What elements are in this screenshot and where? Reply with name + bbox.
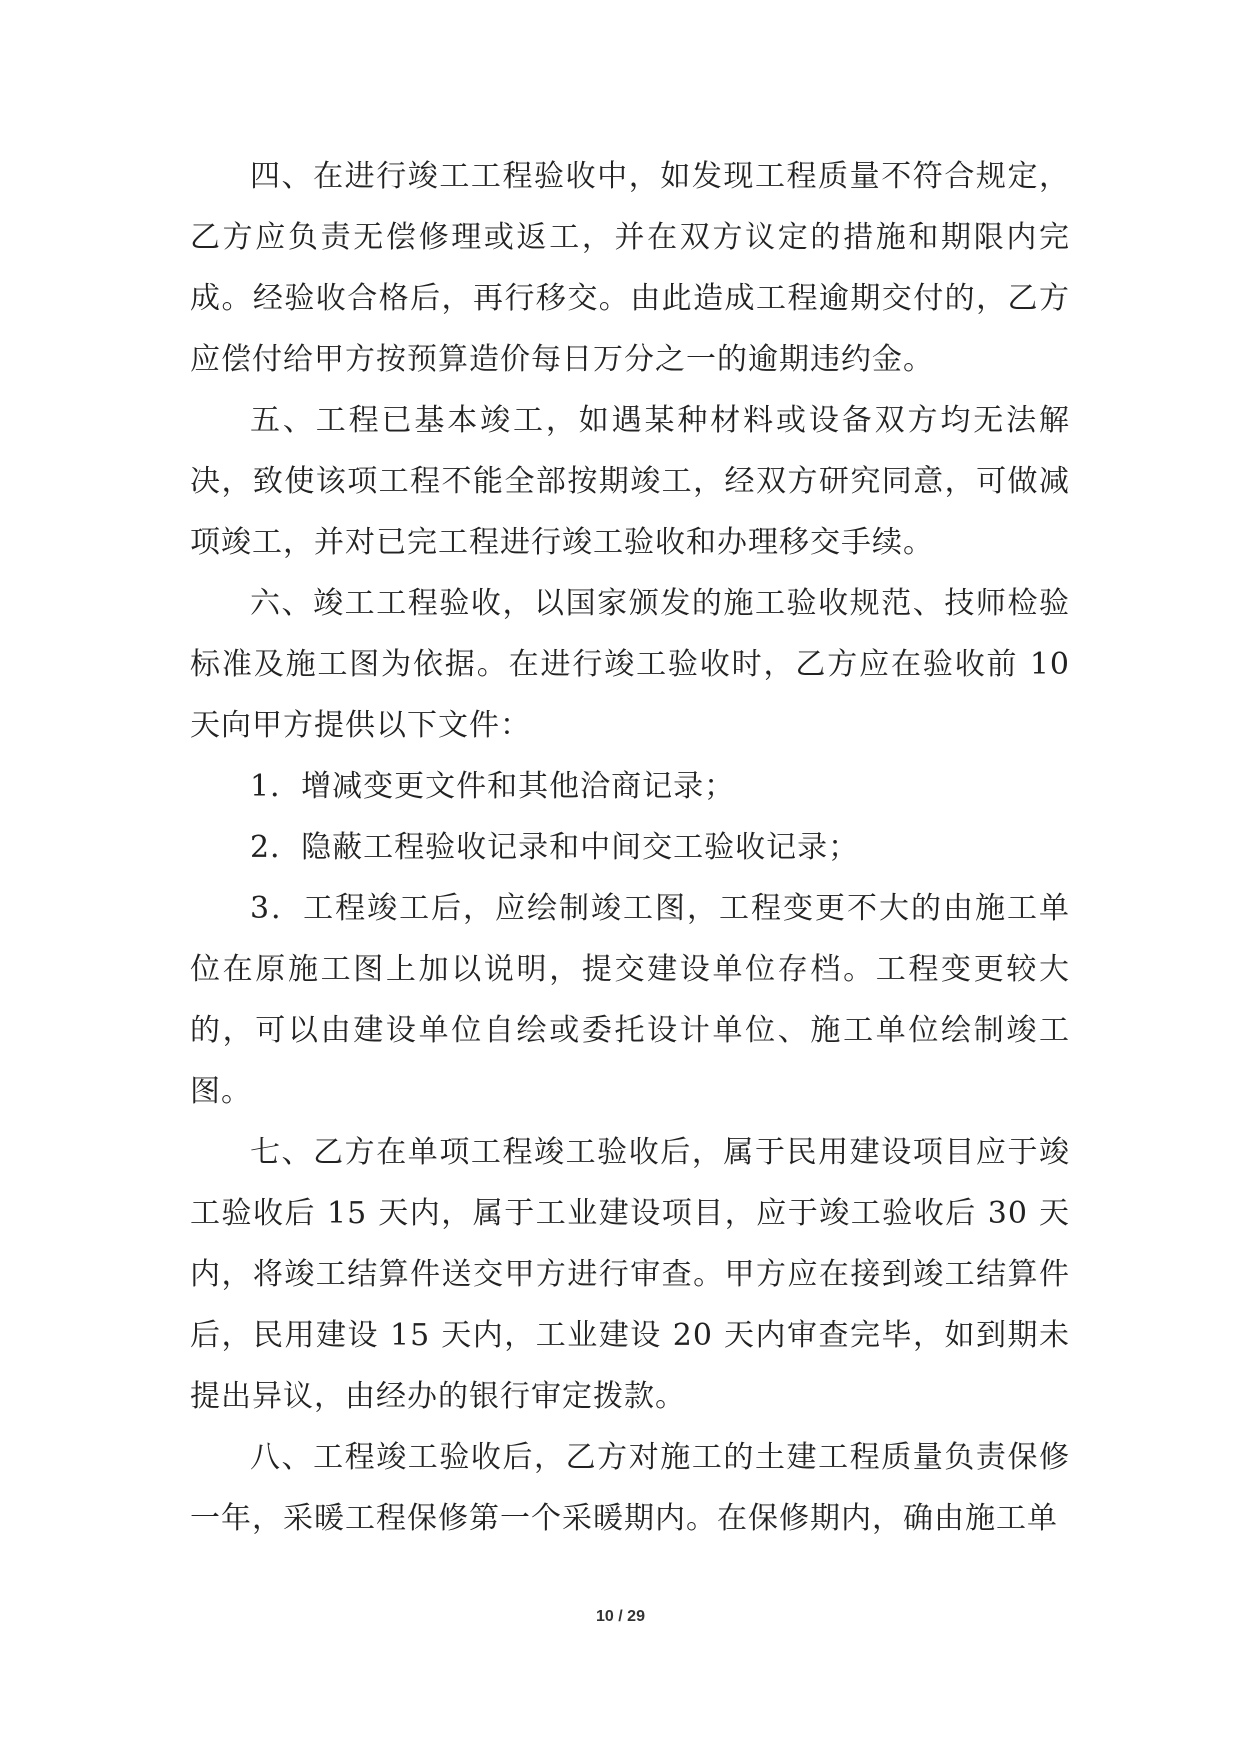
list-item-3: 3．工程竣工后，应绘制竣工图，工程变更不大的由施工单位在原施工图上加以说明，提交建设单位存档。工程变更较大的，可以由建设单位自绘或委托设计单位、施工单位绘制竣工图。: [190, 891, 1070, 1109]
list-item-1: 1．增减变更文件和其他洽商记录；: [250, 769, 736, 804]
paragraph-clause-7: 七、乙方在单项工程竣工验收后，属于民用建设项目应于竣工验收后 15 天内，属于工业建设项目，应于竣工验收后 30 天内，将竣工结算件送交甲方进行审查。甲方应在接到竣工结算件后，民用建设 15 天内，工业建设 20 天内审查完毕，如到期未提出异议，由经办的银行审定拨款。: [190, 1135, 1070, 1414]
paragraph-clause-5: 五、工程已基本竣工，如遇某种材料或设备双方均无法解决，致使该项工程不能全部按期竣工，经双方研究同意，可做减项竣工，并对已完工程进行竣工验收和办理移交手续。: [190, 403, 1070, 560]
paragraph-clause-8: 八、工程竣工验收后，乙方对施工的土建工程质量负责保修一年，采暖工程保修第一个采暖期内。在保修期内，确由施工单: [190, 1440, 1070, 1536]
paragraph-clause-4: 四、在进行竣工工程验收中，如发现工程质量不符合规定，乙方应负责无偿修理或返工，并在双方议定的措施和期限内完成。经验收合格后，再行移交。由此造成工程逾期交付的，乙方应偿付给甲方按预算造价每日万分之一的逾期违约金。: [190, 159, 1070, 377]
paragraph-clause-6: 六、竣工工程验收，以国家颁发的施工验收规范、技师检验标准及施工图为依据。在进行竣工验收时，乙方应在验收前 10 天向甲方提供以下文件：: [190, 586, 1070, 743]
list-item-2: 2．隐蔽工程验收记录和中间交工验收记录；: [250, 830, 860, 865]
page-number: 10 / 29: [596, 1608, 645, 1625]
document-body: [190, 146, 1070, 1549]
